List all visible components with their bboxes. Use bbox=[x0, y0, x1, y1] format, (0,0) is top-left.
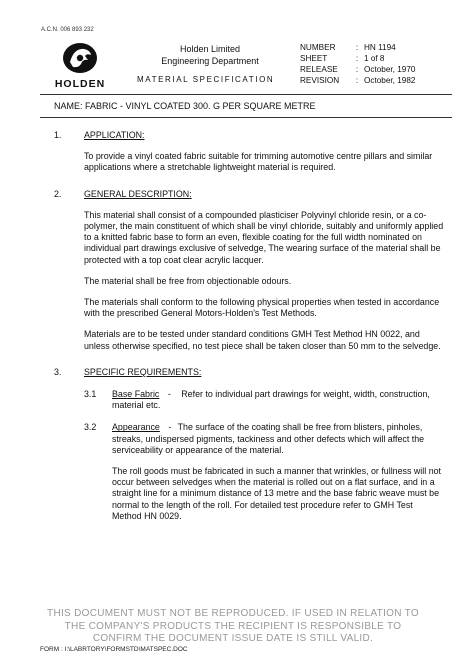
subsection-number: 3.1 bbox=[84, 389, 97, 400]
holden-logo-text: HOLDEN bbox=[54, 78, 106, 90]
section-number: 2. bbox=[54, 188, 62, 199]
paragraph: To provide a vinyl coated fabric suitable for trimming automotive centre pillars and similar applications where a stretchable lightweight material is required. bbox=[84, 151, 433, 173]
meta-separator: : bbox=[355, 65, 359, 74]
subsection-number: 3.2 bbox=[84, 422, 97, 433]
subsection-label: Base Fabric bbox=[112, 389, 160, 400]
meta-separator: : bbox=[355, 76, 359, 85]
subsection-body: Refer to individual part drawings for weight, width, construction, material etc. bbox=[112, 389, 430, 411]
document-body bbox=[54, 130, 444, 537]
meta-value: 1 of 8 bbox=[364, 54, 385, 63]
subsection-base-fabric bbox=[84, 389, 444, 411]
meta-key: NUMBER bbox=[300, 43, 336, 52]
paragraph: The materials shall conform to the following physical properties when tested in accordance with the prescribed General Motors-Holden's Test Methods. bbox=[84, 297, 440, 319]
material-specification-label: MATERIAL SPECIFICATION bbox=[137, 75, 275, 84]
paragraph: This material shall consist of a compounded plasticiser Polyvinyl chloride resin, or a co-polymer, the main constituent of which shall be vinyl chloride, suitably and uniformly applied to a knitted fabric base to form an even, flexible coating for the full width nominated on individual part drawings exclusive of selvedge, The wearing surface of the material shall be protected with a top coat clear acrylic lacquer. bbox=[84, 209, 444, 265]
subsection-extra-paragraph: The roll goods must be fabricated in such a manner that wrinkles, or fullness will not occur between selvedges when the material is rolled out on a flat surface, and in a straight line for a minimum distance of 13 metre and the base fabric weave must be normal to the length of the roll. For detailed test procedure refer to GMH Test Method HN 0029. bbox=[112, 466, 442, 521]
document-meta bbox=[300, 42, 415, 86]
company-name: Holden Limited bbox=[179, 44, 241, 54]
material-name: NAME: FABRIC - VINYL COATED 300. G PER SQUARE METRE bbox=[54, 101, 316, 111]
meta-key: SHEET bbox=[300, 54, 328, 63]
form-reference: FORM : I:\LABRTORY\FORMSTD\MATSPEC.DOC bbox=[40, 646, 188, 653]
section-number: 3. bbox=[54, 366, 62, 377]
acn-number: A.C.N. 006 893 232 bbox=[41, 27, 94, 33]
meta-row bbox=[300, 75, 415, 86]
meta-row bbox=[300, 42, 415, 53]
meta-separator: : bbox=[355, 43, 359, 52]
notice-line: THIS DOCUMENT MUST NOT BE REPRODUCED. IF USED IN RELATION TO bbox=[47, 608, 419, 619]
subsection-appearance bbox=[84, 422, 444, 522]
subsection-dash: - bbox=[168, 422, 172, 433]
department-name: Engineering Department bbox=[161, 56, 259, 66]
section-application bbox=[54, 130, 444, 174]
meta-value: October, 1970 bbox=[364, 65, 416, 74]
meta-separator: : bbox=[355, 54, 359, 63]
title-rule bbox=[40, 117, 452, 118]
paragraph: Materials are to be tested under standard conditions GMH Test Method HN 0022, and unless otherwise specified, no test piece shall be taken closer than 50 mm to the selvedge. bbox=[84, 329, 441, 351]
header-rule bbox=[40, 94, 452, 95]
company-block bbox=[150, 43, 270, 67]
reproduction-notice bbox=[40, 608, 426, 646]
meta-row bbox=[300, 64, 415, 75]
notice-line: THE COMPANY'S PRODUCTS THE RECIPIENT IS RESPONSIBLE TO bbox=[64, 620, 402, 632]
meta-key: RELEASE bbox=[300, 65, 338, 74]
section-general-description bbox=[54, 189, 444, 352]
section-title: SPECIFIC REQUIREMENTS: bbox=[84, 366, 202, 377]
subsection-text bbox=[112, 422, 444, 456]
meta-value: HN 1194 bbox=[364, 43, 396, 52]
subsection-text bbox=[112, 389, 444, 411]
subsection-body: The surface of the coating shall be free from blisters, pinholes, streaks, undispersed pigments, tackiness and other defects which will affect the serviceability or appearance of the material. bbox=[112, 422, 425, 455]
subsection-label: Appearance bbox=[112, 422, 160, 433]
meta-row bbox=[300, 53, 415, 64]
section-title: APPLICATION: bbox=[84, 130, 145, 140]
section-number: 1. bbox=[54, 130, 62, 140]
meta-key: REVISION bbox=[300, 76, 340, 85]
meta-value: October, 1982 bbox=[364, 76, 416, 85]
subsection-dash: - bbox=[167, 389, 171, 400]
section-title: GENERAL DESCRIPTION: bbox=[84, 188, 192, 199]
notice-line: CONFIRM THE DOCUMENT ISSUE DATE IS STILL VALID. bbox=[92, 633, 374, 644]
section-specific-requirements bbox=[54, 367, 444, 522]
paragraph: The material shall be free from objectionable odours. bbox=[84, 275, 292, 286]
